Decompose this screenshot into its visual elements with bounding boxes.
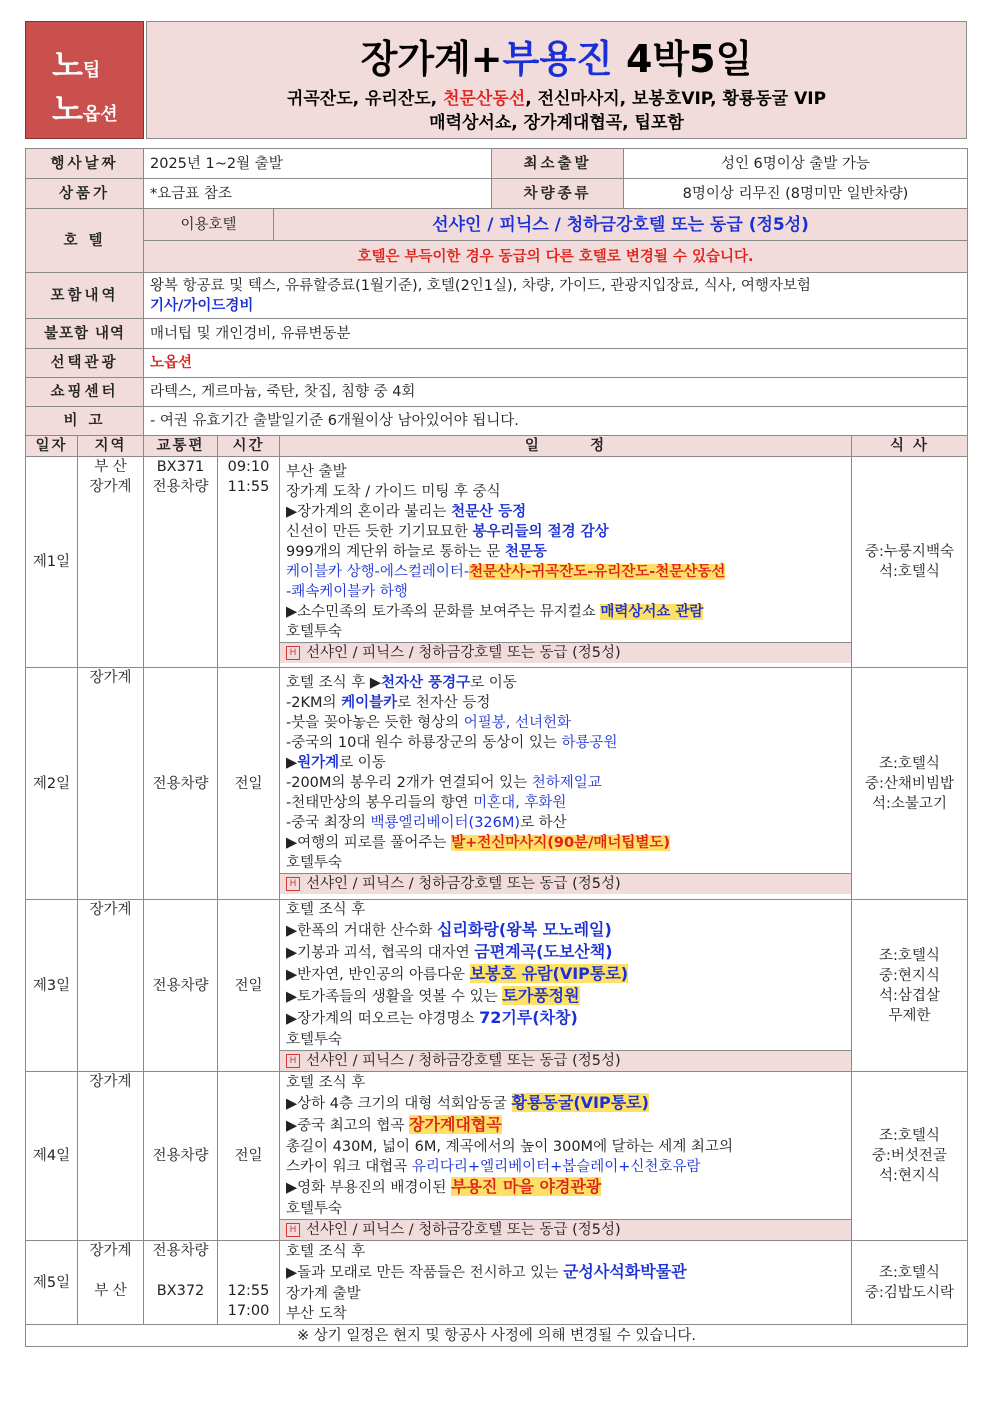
day-label: 제4일 <box>26 1072 78 1241</box>
meal-cell: 중:누룽지백숙 석:호텔식 <box>852 457 968 668</box>
meal-cell: 조:호텔식 중:김밥도시락 <box>852 1241 968 1325</box>
day-row-5 <box>26 1241 968 1325</box>
schedule-cell: 호텔 조식 후 ▶한폭의 거대한 산수화 십리화랑(왕복 모노레일) ▶기봉과 괴석, 협곡의 대자연 금편계곡(도보산책) ▶반자연, 반인공의 아름다운 보봉호 유람(VIP통로) ▶토가족들의 생활을 엿볼 수 있는 토가풍정원 ▶장가계의 떠오르는 야경명소 72기루(차창) 호텔투숙 H 선샤인 / 피닉스 / 청하금강호텔 또는 동급 (정5성) <box>280 900 852 1072</box>
info-table <box>25 148 968 436</box>
time-cell: 전일 <box>218 668 280 900</box>
day-row-2 <box>26 668 968 900</box>
hotel-bar: H 선샤인 / 피닉스 / 청하금강호텔 또는 동급 (정5성) <box>280 1050 851 1071</box>
min-value: 성인 6명이상 출발 가능 <box>624 149 968 179</box>
date-label: 행사날짜 <box>26 149 144 179</box>
meal-cell: 조:호텔식 중:산채비빔밥 석:소불고기 <box>852 668 968 900</box>
meal-cell: 조:호텔식 중:현지식 석:삼겹살 무제한 <box>852 900 968 1072</box>
region-cell: 장가계 부 산 <box>78 1241 144 1325</box>
day-label: 제2일 <box>26 668 78 900</box>
vehicle-label: 차량종류 <box>492 179 624 209</box>
transport-cell: 전용차량 <box>144 900 218 1072</box>
option-label: 선택관광 <box>26 349 144 378</box>
transport-cell: 전용차량 <box>144 668 218 900</box>
day-row-3 <box>26 900 968 1072</box>
exclude-value: 매너팁 및 개인경비, 유류변동분 <box>144 319 968 349</box>
note-value: - 여권 유효기간 출발일기준 6개월이상 남아있어야 됩니다. <box>144 407 968 436</box>
shop-label: 쇼핑센터 <box>26 378 144 407</box>
header <box>25 21 967 139</box>
meal-cell: 조:호텔식 중:버섯전골 석:현지식 <box>852 1072 968 1241</box>
hotel-icon: H <box>286 1223 300 1237</box>
day-row-1 <box>26 457 968 668</box>
shop-value: 라텍스, 게르마늄, 죽탄, 찻집, 침향 중 4회 <box>144 378 968 407</box>
date-value: 2025년 1~2월 출발 <box>144 149 492 179</box>
hotel-use-label: 이용호텔 <box>144 209 274 241</box>
schedule-cell: 호텔 조식 후 ▶천자산 풍경구로 이동 -2KM의 케이블카로 천자산 등정 -붓을 꽂아놓은 듯한 형상의 어필봉, 선녀헌화 -중국의 10대 원수 하룡장군의 동상이 있는 하룡공원 ▶원가계로 이동 -200M의 봉우리 2개가 연결되어 있는 천하제일교 -천태만상의 봉우리들의 향연 미혼대, 후화원 -중국 최장의 백룡엘리베이터(326M)로 하산 ▶여행의 피로를 풀어주는 발+전신마사지(90분/매너팁별도) 호텔투숙 H 선샤인 / 피닉스 / 청하금강호텔 또는 동급 (정5성) <box>280 668 852 900</box>
schedule-cell: 호텔 조식 후 ▶돌과 모래로 만든 작품들은 전시하고 있는 군성사석화박물관 장가계 출발 부산 도착 <box>280 1241 852 1325</box>
hotel-bar: H 선샤인 / 피닉스 / 청하금강호텔 또는 동급 (정5성) <box>280 642 851 663</box>
day-label: 제1일 <box>26 457 78 668</box>
include-value: 왕복 항공료 및 텍스, 유류할증료(1월기준), 호텔(2인1실), 차량, 가이드, 관광지입장료, 식사, 여행자보험 기사/가이드경비 <box>144 273 968 319</box>
price-value: *요금표 참조 <box>144 179 492 209</box>
time-cell: 전일 <box>218 1072 280 1241</box>
price-label: 상품가 <box>26 179 144 209</box>
region-cell: 장가계 <box>78 900 144 1072</box>
time-cell: 09:10 11:55 <box>218 457 280 668</box>
day-label: 제5일 <box>26 1241 78 1325</box>
region-cell: 장가계 <box>78 1072 144 1241</box>
region-cell: 부 산 장가계 <box>78 457 144 668</box>
hotel-icon: H <box>286 1054 300 1068</box>
time-cell: 전일 <box>218 900 280 1072</box>
transport-cell: 전용차량 <box>144 1072 218 1241</box>
page-title: 장가계+부용진 4박5일 <box>360 37 753 81</box>
col-day: 일자 <box>26 436 78 457</box>
title-box <box>146 21 967 139</box>
col-schedule: 일 정 <box>280 436 852 457</box>
vehicle-value: 8명이상 리무진 (8명미만 일반차량) <box>624 179 968 209</box>
footer-note: ※ 상기 일정은 현지 및 항공사 사정에 의해 변경될 수 있습니다. <box>26 1325 968 1347</box>
col-time: 시간 <box>218 436 280 457</box>
note-label: 비 고 <box>26 407 144 436</box>
hotel-bar: H 선샤인 / 피닉스 / 청하금강호텔 또는 동급 (정5성) <box>280 1219 851 1240</box>
col-meal: 식 사 <box>852 436 968 457</box>
subtitle-line-1: 귀곡잔도, 유리잔도, 천문산동선, 전신마사지, 보봉호VIP, 황룡동굴 VIP <box>286 89 827 109</box>
transport-cell: 전용차량 BX372 <box>144 1241 218 1325</box>
hotel-note: 호텔은 부득이한 경우 동급의 다른 호텔로 변경될 수 있습니다. <box>144 241 968 273</box>
hotel-icon: H <box>286 877 300 891</box>
hotel-icon: H <box>286 646 300 660</box>
subtitle-line-2: 매력상서쇼, 장가계대협곡, 팁포함 <box>429 113 684 133</box>
col-transport: 교통편 <box>144 436 218 457</box>
hotel-bar: H 선샤인 / 피닉스 / 청하금강호텔 또는 동급 (정5성) <box>280 873 851 894</box>
exclude-label: 불포함 내역 <box>26 319 144 349</box>
transport-cell: BX371 전용차량 <box>144 457 218 668</box>
col-region: 지역 <box>78 436 144 457</box>
region-cell: 장가계 <box>78 668 144 900</box>
brand-logo: 노팁 노옵션 <box>25 21 144 139</box>
hotel-value: 선샤인 / 피닉스 / 청하금강호텔 또는 동급 (정5성) <box>274 209 968 241</box>
include-label: 포함내역 <box>26 273 144 319</box>
day-label: 제3일 <box>26 900 78 1072</box>
schedule-cell: 부산 출발 장가계 도착 / 가이드 미팅 후 중식 ▶장가계의 혼이라 불리는 천문산 등정 신선이 만든 듯한 기기묘묘한 봉우리들의 절경 감상 999개의 계단위 하늘로 통하는 문 천문동 케이블카 상행-에스컬레이터-천문산사-귀곡잔도-유리잔도-천문산동선 -쾌속케이블카 하행 ▶소수민족의 토가족의 문화를 보여주는 뮤지컬쇼 매력상서쇼 관람 호텔투숙 H 선샤인 / 피닉스 / 청하금강호텔 또는 동급 (정5성) <box>280 457 852 668</box>
day-row-4 <box>26 1072 968 1241</box>
hotel-label: 호 텔 <box>26 209 144 273</box>
schedule-table <box>25 435 968 1347</box>
schedule-cell: 호텔 조식 후 ▶상하 4층 크기의 대형 석회암동굴 황룡동굴(VIP통로) ▶중국 최고의 협곡 장가계대협곡 총길이 430M, 넓이 6M, 계곡에서의 높이 300M에 달하는 세계 최고의 스카이 워크 대협곡 유리다리+엘리베이터+봅슬레이+신천호유람 ▶영화 부용진의 배경이된 부용진 마을 야경관광 호텔투숙 H 선샤인 / 피닉스 / 청하금강호텔 또는 동급 (정5성) <box>280 1072 852 1241</box>
itinerary-document <box>25 148 967 1357</box>
min-label: 최소출발 <box>492 149 624 179</box>
time-cell: 12:55 17:00 <box>218 1241 280 1325</box>
option-value: 노옵션 <box>144 349 968 378</box>
